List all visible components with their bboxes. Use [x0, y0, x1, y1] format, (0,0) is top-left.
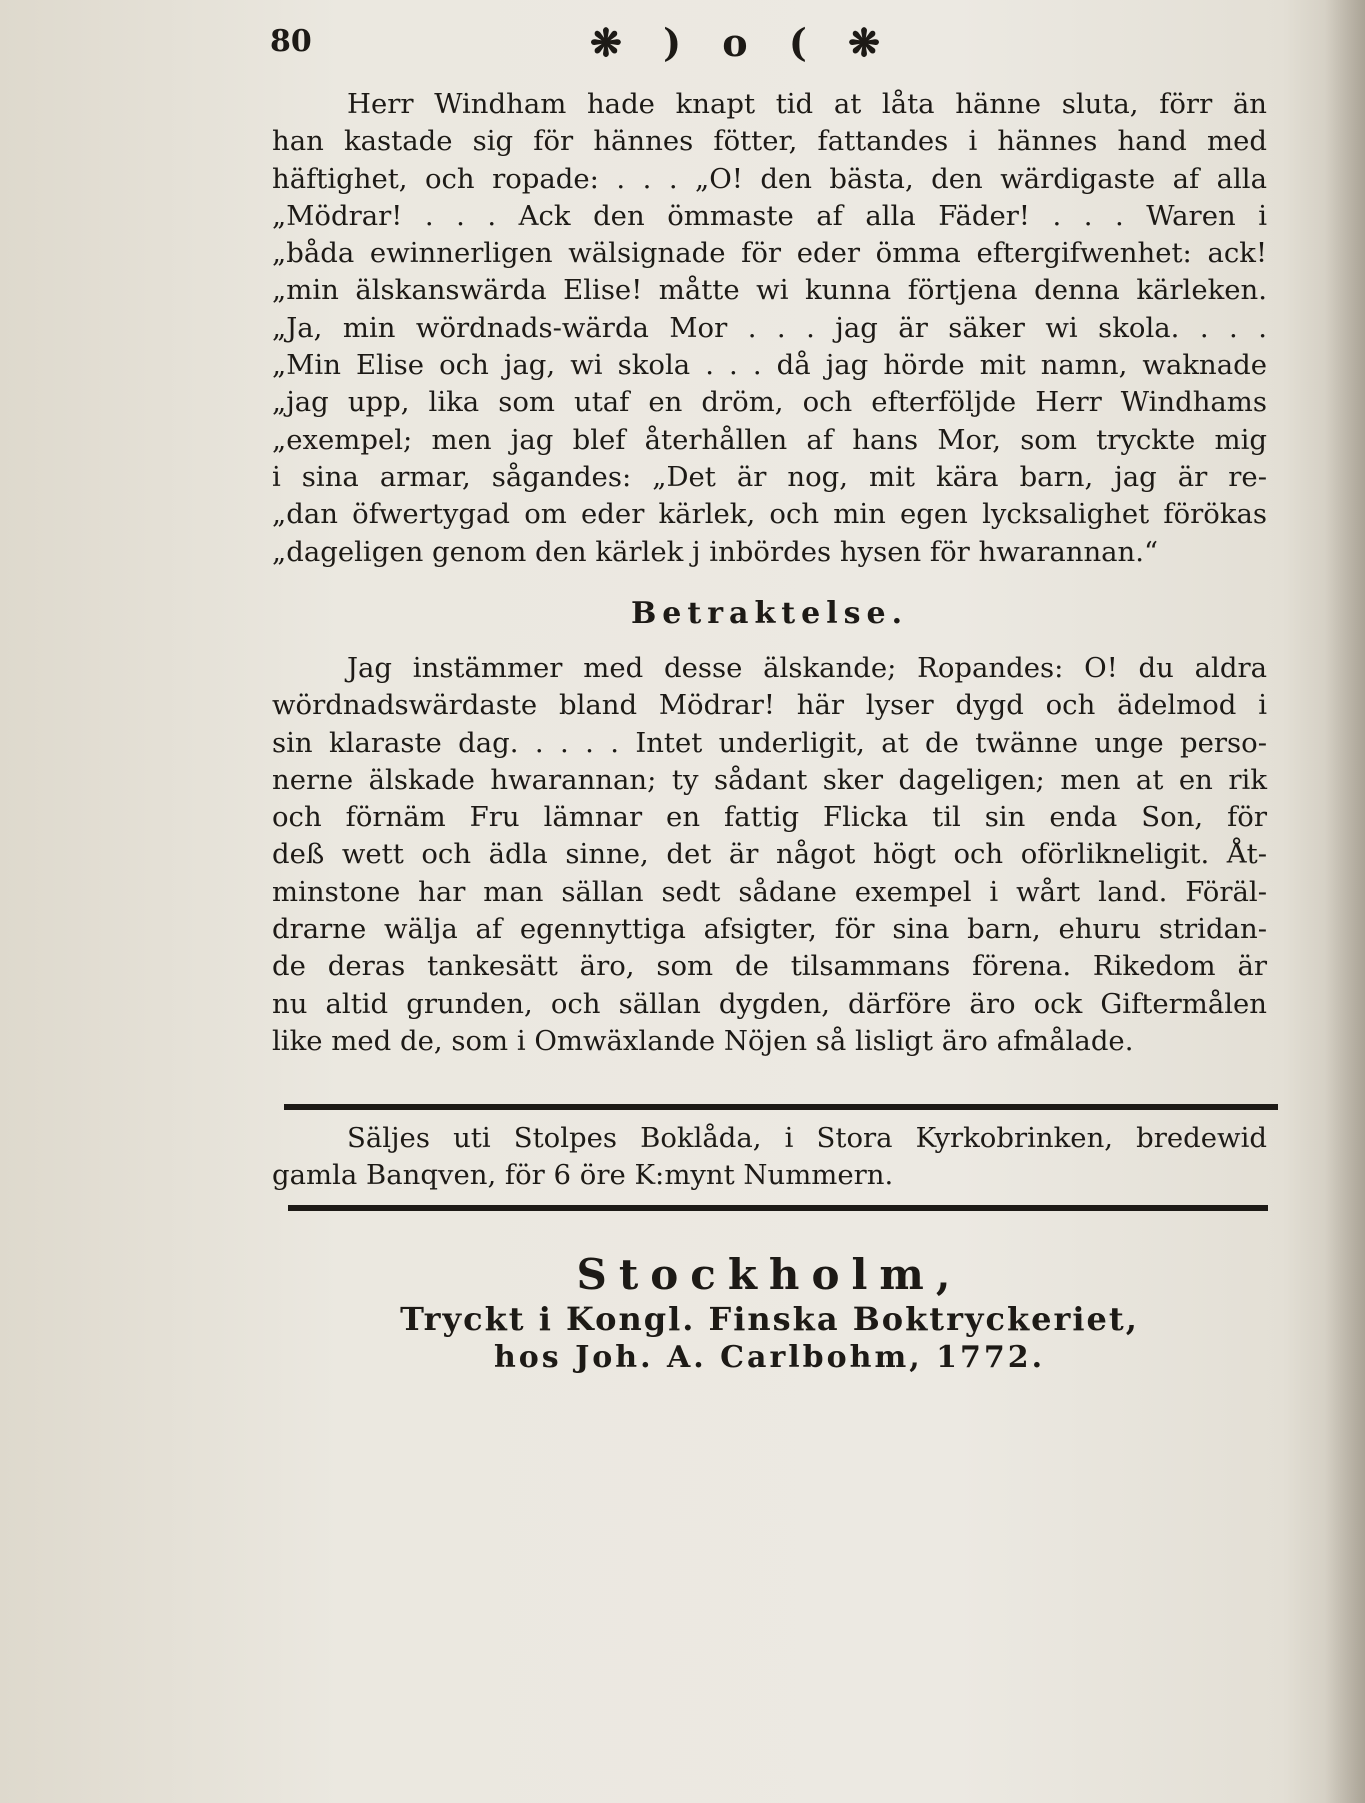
notice-line: gamla Banqven, för 6 öre K:mynt Nummern.	[272, 1159, 894, 1192]
text-line: Herr Windham hade knapt tid at låta hänne sluta, förr än	[347, 88, 1267, 120]
imprint-city: Stockholm,	[576, 1250, 963, 1299]
text-line: „exempel; men jag blef återhållen af hans Mor, som tryckte mig	[272, 423, 1267, 456]
bottom-divider-rule	[288, 1205, 1268, 1211]
text-line: „dan öfwertygad om eder kärlek, och min egen lycksalighet förökas	[272, 498, 1267, 531]
sales-notice	[272, 1120, 1267, 1195]
text-line: like med de, som i Omwäxlande Nöjen så lisligt äro afmålade.	[272, 1024, 1134, 1057]
text-line: wördnadswärdaste bland Mödrar! här lyser dygd och ädelmod i	[272, 689, 1267, 722]
text-line: och förnäm Fru lämnar en fattig Flicka til sin enda Son, för	[272, 801, 1267, 834]
imprint-printer: Tryckt i Kongl. Finska Boktryckeriet,	[400, 1300, 1139, 1338]
text-line: „dageligen genom den kärlek j inbördes hysen för hwarannan.“	[272, 535, 1159, 568]
notice-line: Säljes uti Stolpes Boklåda, i Stora Kyrkobrinken, bredewid	[347, 1122, 1267, 1154]
text-line: „Min Elise och jag, wi skola . . . då jag hörde mit namn, waknade	[272, 349, 1267, 382]
text-line: „båda ewinnerligen wälsignade för eder ömma eftergifwenhet: ack!	[272, 237, 1267, 270]
imprint-publisher: hos Joh. A. Carlbohm, 1772.	[493, 1340, 1046, 1375]
text-line: „jag upp, lika som utaf en dröm, och efterföljde Herr Windhams	[272, 386, 1267, 419]
page-number: 80	[270, 24, 312, 59]
text-line: häftighet, och ropade: . . . „O! den bästa, den wärdigaste af alla	[272, 162, 1267, 195]
text-line: deß wett och ädla sinne, det är något högt och oförlikneligit. Åt-	[272, 838, 1267, 871]
text-line: i sina armar, sågandes: „Det är nog, mit kära barn, jag är re-	[272, 460, 1267, 493]
page-header	[270, 20, 1270, 70]
text-line: de deras tankesätt äro, som de tilsammans förena. Rikedom är	[272, 950, 1267, 983]
page-edge-shadow	[1325, 0, 1365, 1803]
header-ornament: ❋ ) o ( ❋	[590, 20, 894, 65]
section-heading: Betraktelse.	[630, 596, 909, 631]
text-line: „Mödrar! . . . Ack den ömmaste af alla Fäder! . . . Waren i	[272, 199, 1267, 232]
text-line: Jag instämmer med desse älskande; Ropandes: O! du aldra	[347, 652, 1267, 684]
text-line: han kastade sig för hännes fötter, fattandes i hännes hand med	[272, 125, 1267, 158]
top-divider-rule	[284, 1104, 1278, 1110]
text-line: „min älskanswärda Elise! måtte wi kunna förtjena denna kärleken.	[272, 274, 1267, 307]
paragraph-reflection	[272, 650, 1267, 1060]
text-line: sin klaraste dag. . . . . Intet underligit, at de twänne unge perso-	[272, 726, 1267, 759]
text-line: drarne wälja af egennyttiga afsigter, för sina barn, ehuru stridan-	[272, 913, 1267, 946]
text-line: minstone har man sällan sedt sådane exempel i wårt land. Föräl-	[272, 875, 1267, 908]
text-line: nu altid grunden, och sällan dygden, därföre äro ock Giftermålen	[272, 987, 1267, 1020]
paragraph-dialogue	[272, 86, 1267, 571]
text-line: „Ja, min wördnads-wärda Mor . . . jag är säker wi skola. . . .	[272, 311, 1267, 344]
text-line: nerne älskade hwarannan; ty sådant sker dageligen; men at en rik	[272, 763, 1267, 796]
